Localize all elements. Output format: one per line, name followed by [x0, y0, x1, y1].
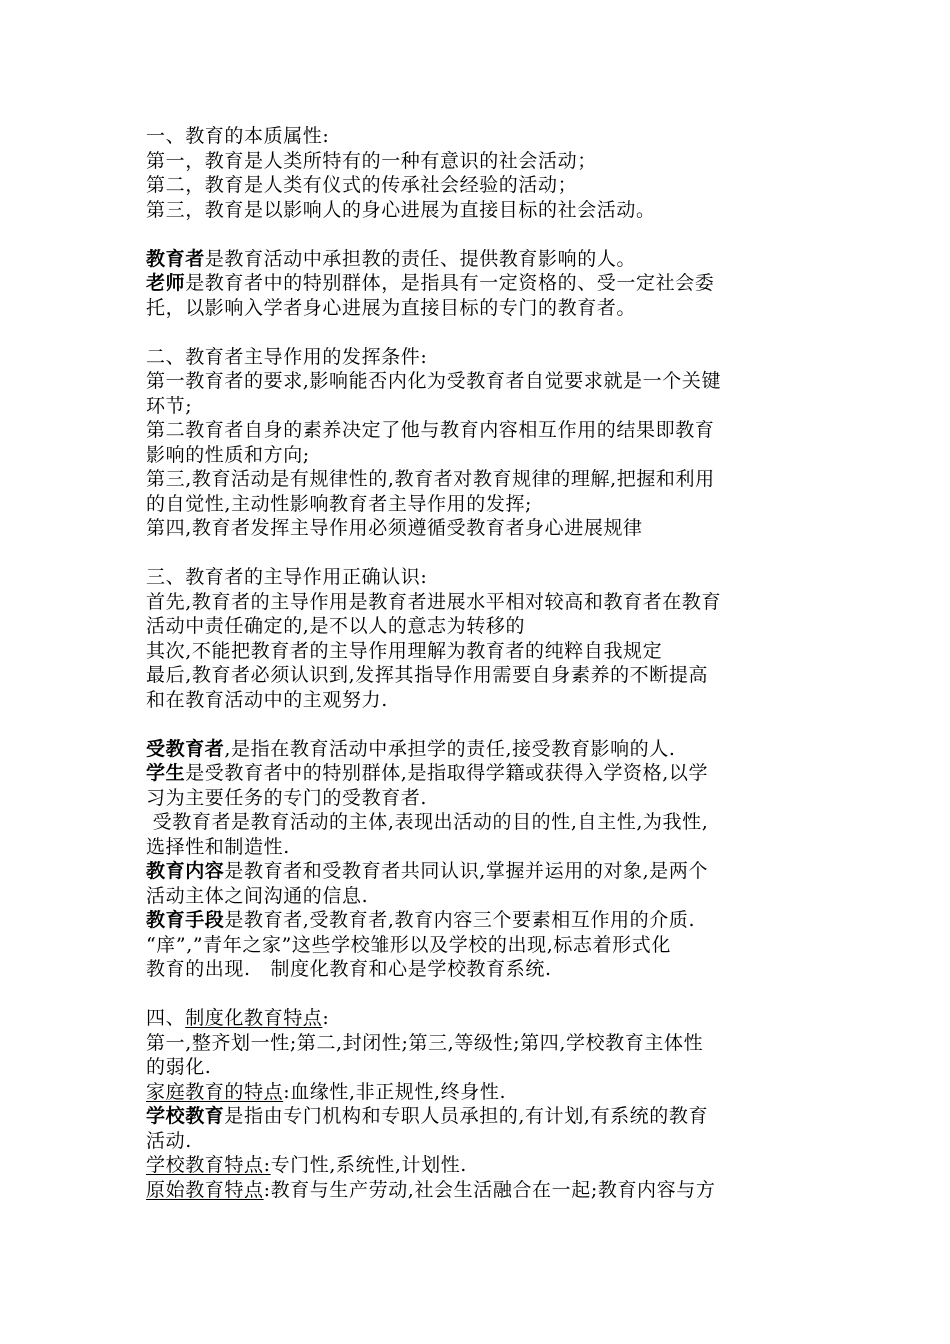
- label-family-education: 家庭教育的特点: [146, 1080, 284, 1103]
- section-3-line: 其次,不能把教育者的主导作用理解为教育者的纯粹自我规定: [146, 639, 663, 662]
- section-2-line: 第三,教育活动是有规律性的,教育者对教育规律的理解,把握和利用: [146, 468, 715, 490]
- primitive-education: [146, 1178, 810, 1203]
- blank-line: [146, 712, 810, 737]
- section-3-line: 首先,教育者的主导作用是教育者进展水平相对较高和教育者在教育: [146, 590, 722, 613]
- section-3-line: 活动中责任确定的,是不以人的意志为转移的: [146, 615, 526, 637]
- definition-teacher: [146, 271, 810, 296]
- section-2-line: 第二教育者自身的素养决定了他与教育内容相互作用的结果即教育: [146, 419, 715, 441]
- section-3-heading: 三、教育者的主导作用正确认识:: [146, 566, 428, 588]
- term-school-education: 学校教育: [146, 1105, 225, 1127]
- section-1-line: 第一，教育是人类所特有的一种有意识的社会活动；: [146, 149, 597, 172]
- paragraph-line: 选择性和制造性.: [146, 835, 290, 858]
- paragraph-line: “庠”,”青年之家”这些学校雏形以及学校的出现,标志着形式化: [146, 933, 671, 956]
- section-2-line: 第一教育者的要求,影响能否内化为受教育者自觉要求就是一个关键: [146, 370, 722, 392]
- term-means: 教育手段: [146, 909, 225, 931]
- section-2-line: 影响的性质和方向;: [146, 443, 310, 466]
- blank-line: [146, 982, 810, 1007]
- definition-student-cont: 习为主要任务的专门的受教育者.: [146, 786, 428, 809]
- section-2-line: 环节;: [146, 394, 193, 417]
- term-teacher: 老师: [146, 272, 186, 294]
- heading-suffix: :: [322, 1007, 330, 1029]
- label-primitive-education: 原始教育特点: [146, 1178, 264, 1201]
- definition-text: 是指由专门机构和专职人员承担的,有计划,有系统的教育: [224, 1105, 709, 1127]
- section-1-heading: 一、教育的本质属性:: [146, 125, 330, 147]
- school-features-text: 专门性,系统性,计划性.: [270, 1154, 467, 1176]
- definition-teacher-cont: 托，以影响入学者身心进展为直接目标的专门的教育者。: [146, 296, 637, 319]
- term-student: 学生: [146, 762, 186, 784]
- family-text: :血缘性,非正规性,终身性.: [283, 1080, 507, 1103]
- blank-line: [146, 222, 810, 247]
- section-2-line: 第四,教育者发挥主导作用必须遵循受教育者身心进展规律: [146, 517, 643, 539]
- definition-educator: [146, 247, 810, 272]
- section-4-heading: [146, 1006, 810, 1031]
- definition-text: ,是指在教育活动中承担学的责任,接受教育影响的人.: [224, 737, 676, 760]
- definition-content-cont: 活动主体之间沟通的信息.: [146, 884, 369, 907]
- family-education: [146, 1080, 810, 1105]
- term-content: 教育内容: [146, 860, 225, 882]
- blank-line: [146, 320, 810, 345]
- section-2-line: 的自觉性,主动性影响教育者主导作用的发挥;: [146, 492, 533, 515]
- heading-prefix: 四、: [146, 1007, 186, 1029]
- section-3-line: 最后,教育者必须认识到,发挥其指导作用需要自身素养的不断提高: [146, 664, 709, 686]
- school-features: [146, 1153, 810, 1178]
- section-1-line: 第二，教育是人类有仪式的传承社会经验的活动；: [146, 174, 578, 196]
- definition-text: 是教育者中的特别群体，是指具有一定资格的、受一定社会委: [185, 272, 715, 294]
- paragraph-line: 受教育者是教育活动的主体,表现出活动的目的性,自主性,为我性,: [146, 811, 709, 833]
- definition-school-education-cont: 活动.: [146, 1129, 192, 1152]
- section-4-line: 第一,整齐划一性;第二,封闭性;第三,等级性;第四,学校教育主体性: [146, 1031, 704, 1054]
- blank-line: [146, 541, 810, 566]
- definition-content: [146, 859, 810, 884]
- definition-learner: [146, 737, 810, 762]
- paragraph-line: 教育的出现. 制度化教育和心是学校教育系统.: [146, 958, 552, 980]
- definition-text: 是教育者,受教育者,教育内容三个要素相互作用的介质.: [224, 909, 696, 931]
- document-body: [146, 124, 810, 1202]
- definition-means: [146, 908, 810, 933]
- section-2-heading: 二、教育者主导作用的发挥条件:: [146, 345, 428, 368]
- term-educator: 教育者: [146, 247, 205, 270]
- primitive-text: :教育与生产劳动,社会生活融合在一起;教育内容与方: [263, 1178, 716, 1201]
- definition-text: 是教育者和受教育者共同认识,掌握并运用的对象,是两个: [224, 860, 709, 882]
- heading-underlined: 制度化教育特点: [185, 1007, 323, 1029]
- section-1-line: 第三，教育是以影响人的身心进展为直接目标的社会活动。: [146, 198, 656, 221]
- definition-school-education: [146, 1104, 810, 1129]
- definition-text: 是教育活动中承担教的责任、提供教育影响的人。: [204, 247, 637, 270]
- term-learner: 受教育者: [146, 737, 225, 760]
- label-school-features: 学校教育特点:: [146, 1154, 271, 1176]
- section-3-line: 和在教育活动中的主观努力.: [146, 688, 388, 711]
- definition-text: 是受教育者中的特别群体,是指取得学籍或获得入学资格,以学: [185, 762, 709, 784]
- definition-student: [146, 761, 810, 786]
- section-4-line: 的弱化.: [146, 1056, 212, 1078]
